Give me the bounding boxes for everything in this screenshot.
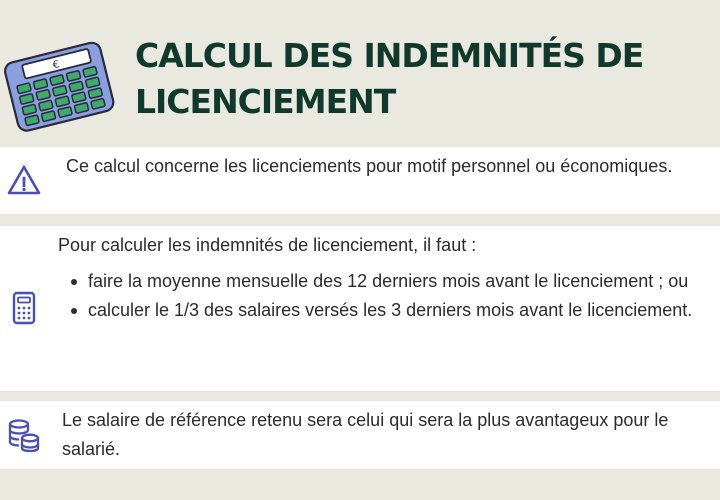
list-item: calculer le 1/3 des salaires versés les 3 derniers mois avant le licenciement. bbox=[58, 296, 708, 325]
calculator-screen-text: € bbox=[51, 59, 61, 72]
page-title: CALCUL DES INDEMNITÉS DE LICENCIEMENT bbox=[135, 36, 644, 121]
coins-stack-icon bbox=[6, 417, 42, 453]
method-text bbox=[58, 231, 708, 325]
calculator-illustration bbox=[0, 40, 118, 132]
scope-text: Ce calcul concerne les licenciements pour motif personnel ou économiques. bbox=[66, 156, 673, 176]
header bbox=[0, 0, 720, 145]
list-item: faire la moyenne mensuelle des 12 derniers mois avant le licenciement ; ou bbox=[58, 267, 708, 296]
method-intro: Pour calculer les indemnités de licenciement, il faut : bbox=[58, 235, 477, 255]
method-bullet-list bbox=[58, 267, 708, 325]
warning-triangle-icon bbox=[6, 162, 42, 198]
info-panel-reference-salary bbox=[0, 401, 720, 469]
reference-salary-text: Le salaire de référence retenu sera celui qui sera la plus avantageux pour le salarié. bbox=[62, 410, 669, 459]
info-panel-method bbox=[0, 226, 720, 391]
info-panel-scope bbox=[0, 147, 720, 214]
calculator-icon bbox=[6, 290, 42, 326]
